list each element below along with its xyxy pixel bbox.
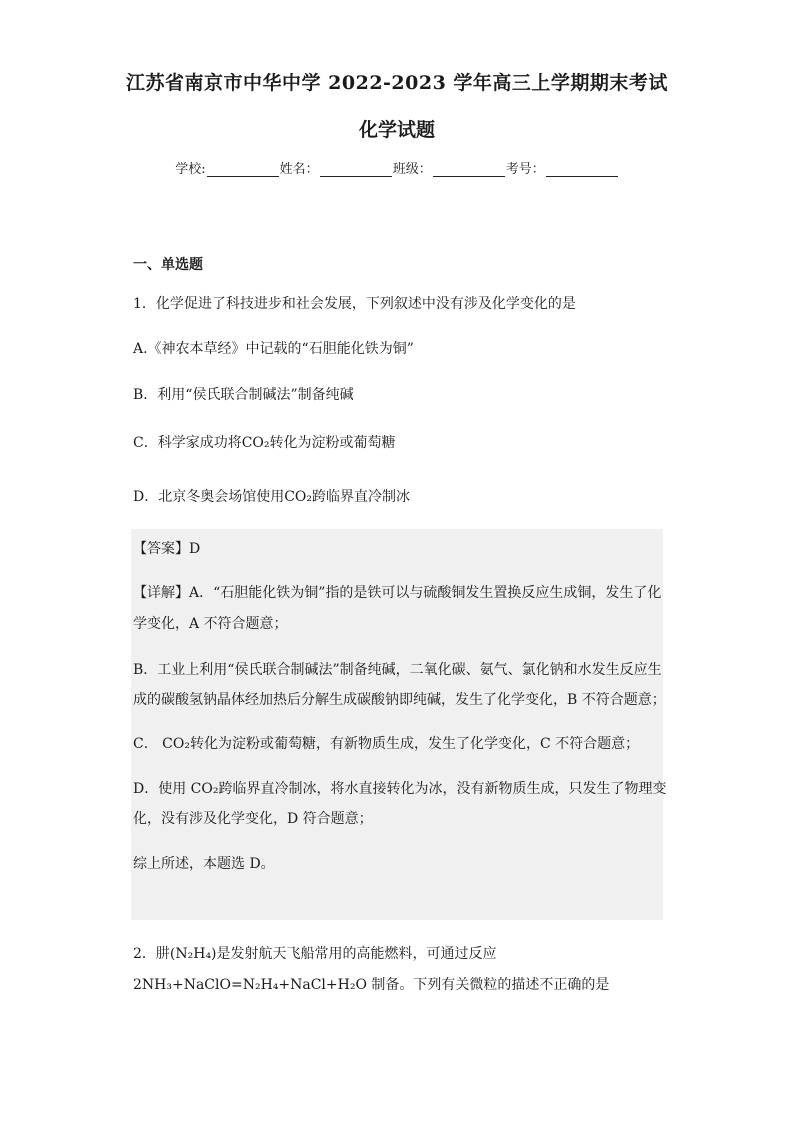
student-info-line xyxy=(0,158,794,177)
question-1-option-b: B．利用“侯氏联合制碱法”制备纯碱 xyxy=(133,387,354,403)
explanation-line: 化，没有涉及化学变化，D 符合题意； xyxy=(133,811,373,827)
name-blank xyxy=(320,162,392,177)
explanation-line: 【详解】A．“石胆能化铁为铜”指的是铁可以与硫酸铜发生置换反应生成铜，发生了化 xyxy=(133,585,662,601)
question-1-option-d: D．北京冬奥会场馆使用CO₂跨临界直冷制冰 xyxy=(133,489,411,505)
question-1-stem: 1．化学促进了科技进步和社会发展，下列叙述中没有涉及化学变化的是 xyxy=(133,296,576,312)
class-label: 班级： xyxy=(392,162,432,177)
exam-title: 江苏省南京市中华中学 2022-2023 学年高三上学期期末考试 xyxy=(126,72,668,94)
question-2-stem-continued: 2NH₃+NaClO=N₂H₄+NaCl+H₂O 制备。下列有关微粒的描述不正确的是 xyxy=(133,977,610,993)
question-1-option-c: C．科学家成功将CO₂转化为淀粉或葡萄糖 xyxy=(133,435,396,451)
name-label: 姓名： xyxy=(279,162,319,177)
explanation-line: 成的碳酸氢钠晶体经加热后分解生成碳酸钠即纯碱，发生了化学变化，B 不符合题意； xyxy=(133,692,666,708)
exam-number-blank xyxy=(546,162,618,177)
explanation-line: D．使用 CO₂跨临界直冷制冰，将水直接转化为冰，没有新物质生成，只发生了物理变 xyxy=(133,781,667,797)
explanation-summary: 综上所述，本题选 D。 xyxy=(133,856,275,872)
section-heading: 一、单选题 xyxy=(133,257,203,273)
question-1-option-a: A.《神农本草经》中记载的“石胆能化铁为铜” xyxy=(133,341,414,357)
school-label: 学校: xyxy=(175,162,206,177)
school-blank xyxy=(207,162,279,177)
answer-text: 【答案】D xyxy=(133,541,201,557)
class-blank xyxy=(433,162,505,177)
exam-number-label: 考号： xyxy=(505,162,545,177)
explanation-line: C． CO₂转化为淀粉或葡萄糖，有新物质生成，发生了化学变化，C 不符合题意； xyxy=(133,736,640,752)
explanation-line: B．工业上利用“侯氏联合制碱法”制备纯碱，二氧化碳、氨气、氯化钠和水发生反应生 xyxy=(133,662,662,678)
question-2-stem: 2．肼(N₂H₄)是发射航天飞船常用的高能燃料，可通过反应 xyxy=(133,946,497,962)
exam-subtitle: 化学试题 xyxy=(358,119,435,141)
explanation-line: 学变化，A 不符合题意； xyxy=(133,616,288,632)
